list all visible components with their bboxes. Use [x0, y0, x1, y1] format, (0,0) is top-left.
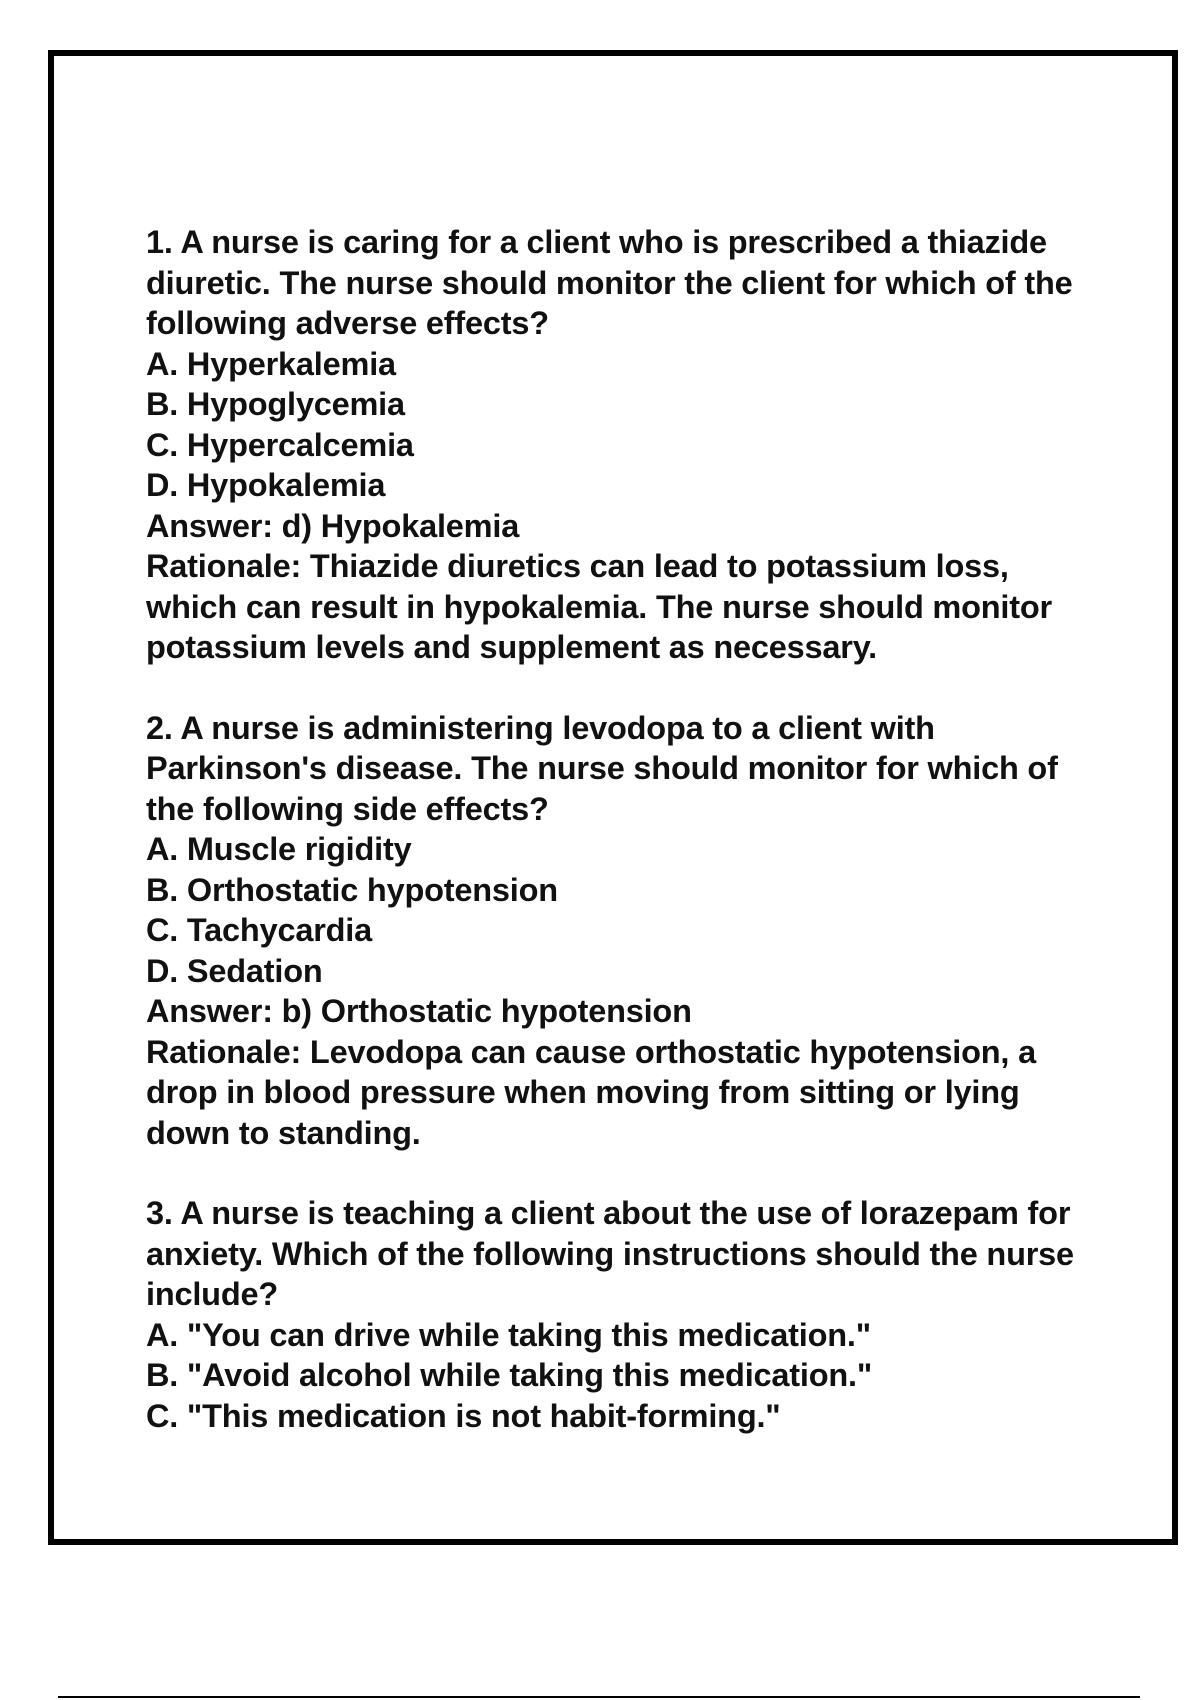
option-d: D. Hypokalemia	[146, 467, 386, 503]
option-a: A. Muscle rigidity	[146, 831, 412, 867]
option-b: B. Orthostatic hypotension	[146, 871, 558, 908]
question-stem: 2. A nurse is administering levodopa to a client with Parkinson's disease. The nurse should monitor for which of the following side effects?	[146, 709, 1058, 827]
option-c: C. "This medication is not habit-forming."	[146, 1397, 781, 1434]
question-1	[146, 222, 1106, 668]
option-d: D. Sedation	[146, 952, 323, 989]
rationale-text: Rationale: Thiazide diuretics can lead to potassium loss, which can result in hypokalemia. The nurse should monitor potassium levels and supplement as necessary.	[146, 548, 1052, 665]
question-stem: 3. A nurse is teaching a client about the use of lorazepam for anxiety. Which of the following instructions should the nurse include?	[146, 1195, 1074, 1312]
answer-line: Answer: d) Hypokalemia	[146, 507, 520, 544]
option-c: C. Tachycardia	[146, 912, 373, 948]
question-stem: 1. A nurse is caring for a client who is prescribed a thiazide diuretic. The nurse should monitor the client for which of the following adverse effects?	[146, 224, 1073, 341]
answer-line: Answer: b) Orthostatic hypotension	[146, 993, 692, 1029]
option-b: B. "Avoid alcohol while taking this medication."	[146, 1357, 873, 1393]
option-a: A. Hyperkalemia	[146, 345, 396, 382]
document-content	[146, 222, 1106, 1476]
option-b: B. Hypoglycemia	[146, 386, 405, 422]
rationale-text: Rationale: Levodopa can cause orthostatic hypotension, a drop in blood pressure when moving from sitting or lying down to standing.	[146, 1033, 1036, 1151]
question-3	[146, 1193, 1106, 1436]
question-2	[146, 708, 1106, 1154]
option-a: A. "You can drive while taking this medication."	[146, 1316, 871, 1353]
option-c: C. Hypercalcemia	[146, 426, 414, 463]
bottom-divider	[58, 1696, 1140, 1698]
